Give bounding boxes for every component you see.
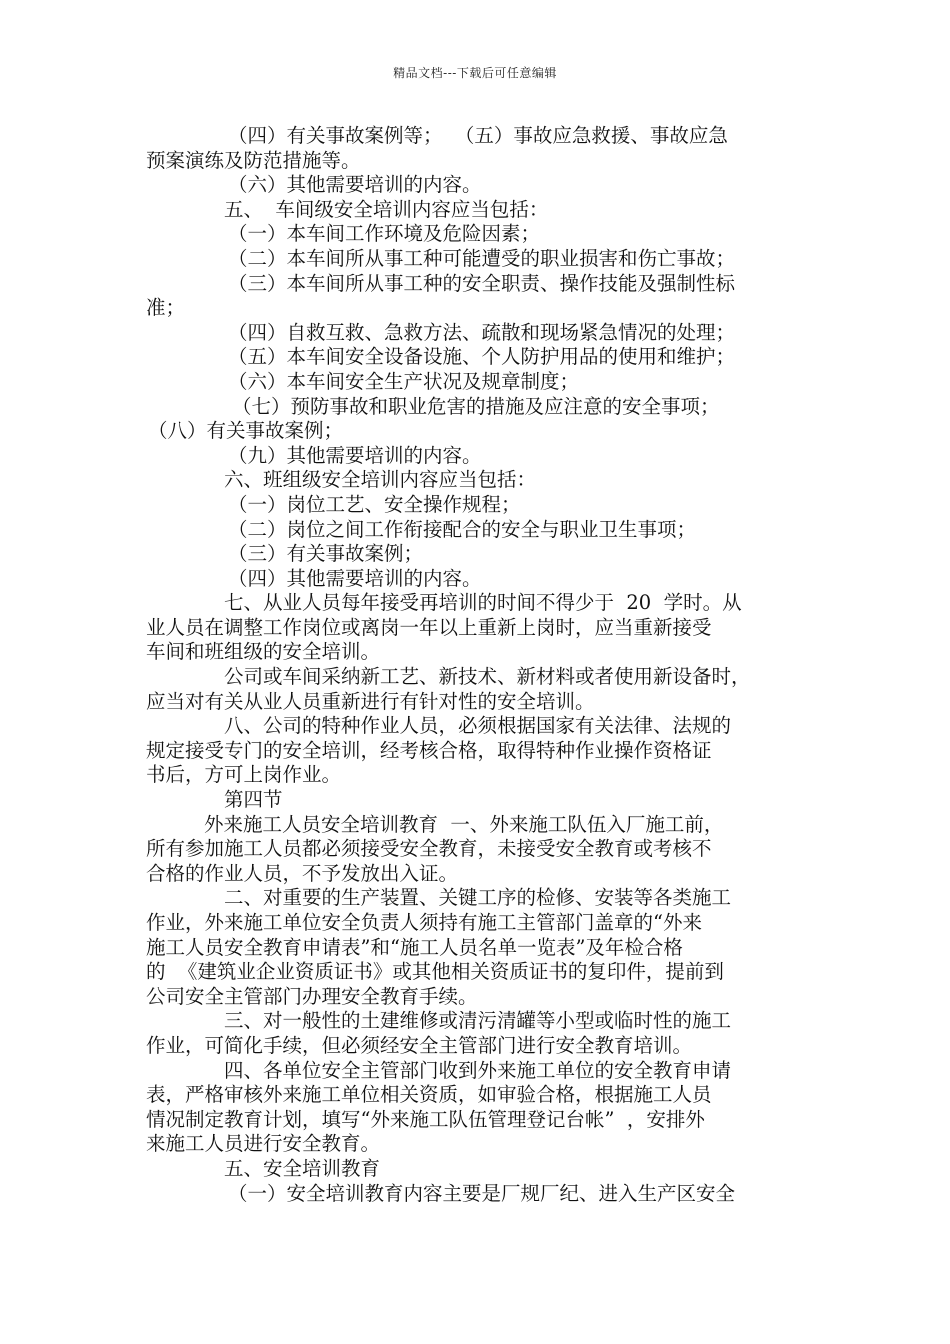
text-line: （三）本车间所从事工种的安全职责、操作技能及强制性标 (228, 271, 736, 295)
text-line: 第四节 (224, 788, 283, 812)
text-line: 来施工人员进行安全教育。 (146, 1132, 381, 1156)
text-line: 所有参加施工人员都必须接受安全教育，未接受安全教育或考核不 (146, 837, 712, 861)
text-line: （六）其他需要培训的内容。 (228, 173, 482, 197)
text-line: 准； (146, 296, 186, 320)
text-line: 外来施工人员安全培训教育 一、外来施工队伍入厂施工前， (204, 812, 724, 836)
text-line: （四）有关事故案例等； （五）事故应急救援、事故应急 (228, 124, 728, 147)
text-line: 合格的作业人员，不予发放出入证。 (146, 861, 459, 885)
text-line: （一）本车间工作环境及危险因素； (228, 222, 541, 246)
text-line: 车间和班组级的安全培训。 (146, 640, 381, 664)
text-line: 应当对有关从业人员重新进行有针对性的安全培训。 (146, 689, 595, 713)
text-line: 七、从业人员每年接受再培训的时间不得少于 20 学时。从 (224, 591, 742, 615)
text-line: 施工人员安全教育申请表”和“施工人员名单一览表”及年检合格 (146, 935, 683, 959)
text-line: （五）本车间安全设备设施、个人防护用品的使用和维护； (228, 345, 736, 369)
text-line: 五、安全培训教育 (224, 1156, 381, 1180)
text-line: 书后，方可上岗作业。 (146, 763, 342, 787)
text-line: （一）安全培训教育内容主要是厂规厂纪、进入生产区安全 (228, 1181, 736, 1205)
text-line: 六、班组级安全培训内容应当包括： (224, 468, 537, 492)
text-line: 作业，外来施工单位安全负责人须持有施工主管部门盖章的“外来 (146, 911, 702, 934)
text-line: 表，严格审核外来施工单位相关资质，如审验合格，根据施工人员 (146, 1083, 712, 1107)
text-line: （八）有关事故案例； (148, 419, 344, 443)
text-line: 作业，可简化手续，但必须经安全主管部门进行安全教育培训。 (146, 1033, 693, 1057)
page-header: 精品文档---下载后可任意编辑 (393, 66, 557, 80)
text-line: （四）自救互救、急救方法、疏散和现场紧急情况的处理； (228, 320, 736, 344)
text-line: 业人员在调整工作岗位或离岗一年以上重新上岗时，应当重新接受 (146, 615, 712, 639)
text-line: 八、公司的特种作业人员，必须根据国家有关法律、法规的 (224, 714, 732, 738)
document-body (146, 124, 806, 1206)
text-line: （三）有关事故案例； (228, 542, 424, 566)
text-line: （一）岗位工艺、安全操作规程； (228, 492, 521, 516)
text-line: 公司或车间采纳新工艺、新技术、新材料或者使用新设备时， (224, 665, 751, 689)
text-line: （七）预防事故和职业危害的措施及应注意的安全事项； (232, 394, 720, 418)
text-line: 五、 车间级安全培训内容应当包括： (224, 197, 549, 221)
text-line: （二）本车间所从事工种可能遭受的职业损害和伤亡事故； (228, 246, 736, 270)
text-line: 二、对重要的生产装置、关键工序的检修、安装等各类施工 (224, 886, 732, 910)
text-line: （六）本车间安全生产状况及规章制度； (228, 369, 580, 393)
text-line: 的 《建筑业企业资质证书》或其他相关资质证书的复印件，提前到 (146, 960, 724, 984)
text-line: 情况制定教育计划，填写“外来施工队伍管理登记台帐” ，安排外 (146, 1107, 705, 1131)
text-line: 公司安全主管部门办理安全教育手续。 (146, 984, 478, 1008)
text-line: 预案演练及防范措施等。 (146, 148, 361, 172)
text-line: 四、各单位安全主管部门收到外来施工单位的安全教育申请 (224, 1058, 732, 1082)
text-line: （九）其他需要培训的内容。 (228, 443, 482, 467)
text-line: 规定接受专门的安全培训，经考核合格，取得特种作业操作资格证 (146, 738, 712, 762)
text-line: （四）其他需要培训的内容。 (228, 566, 482, 590)
text-line: （二）岗位之间工作衔接配合的安全与职业卫生事项； (228, 517, 697, 541)
text-line: 三、对一般性的土建维修或清污清罐等小型或临时性的施工 (224, 1009, 732, 1033)
